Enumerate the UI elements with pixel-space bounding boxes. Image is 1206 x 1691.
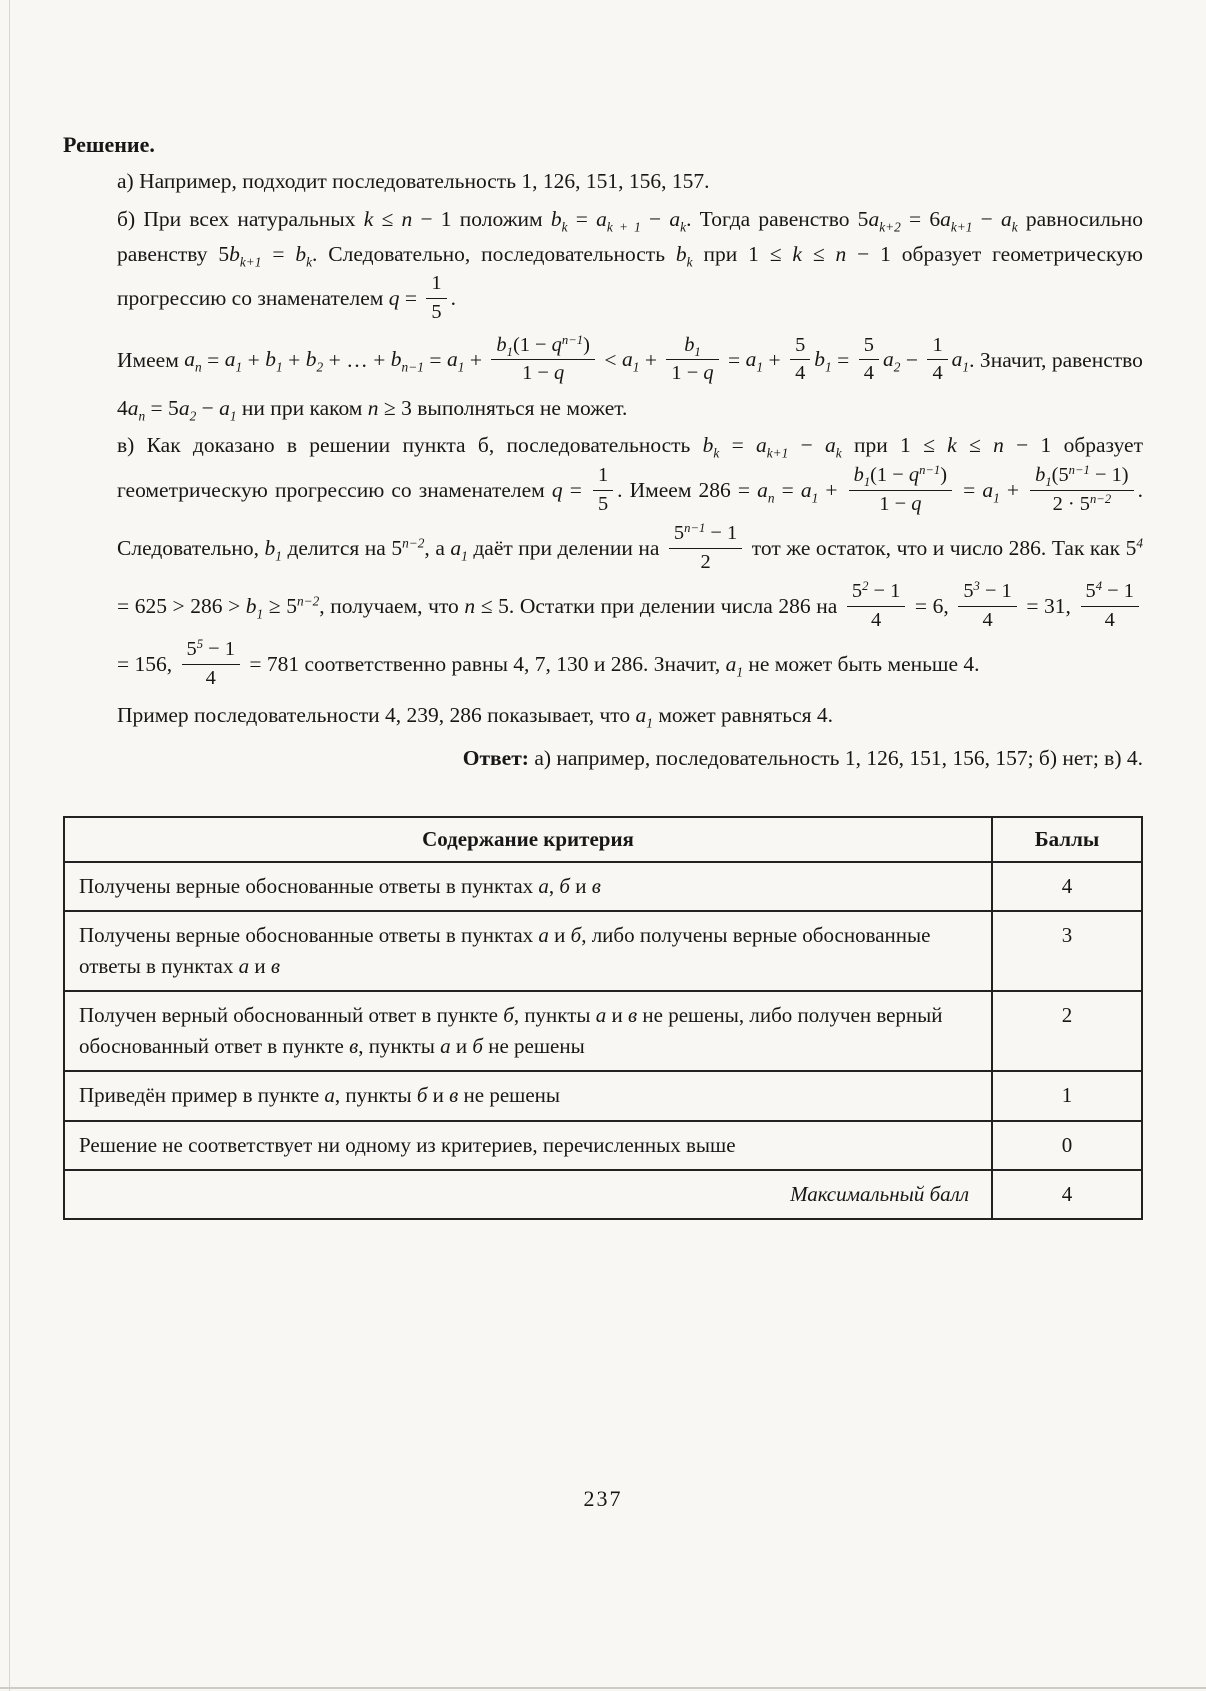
solution-section (63, 128, 1143, 1220)
criterion-text: Приведён пример в пункте а, пункты б и в не решены (64, 1071, 992, 1120)
solution-body (117, 164, 1143, 776)
criterion-text: Решение не соответствует ни одному из критериев, перечисленных выше (64, 1121, 992, 1170)
solution-part-v-example: Пример последовательности 4, 239, 286 показывает, что $a_1$ может равняться 4. (117, 703, 834, 731)
criteria-table (63, 816, 1143, 1220)
criterion-score: 0 (992, 1121, 1142, 1170)
solution-heading: Решение. (63, 132, 155, 157)
criterion-score: 3 (992, 911, 1142, 991)
answer-line: Ответ: а) например, последовательность 1, 126, 151, 156, 157; б) нет; в) 4. (462, 746, 1143, 771)
criterion-score: 4 (992, 862, 1142, 911)
solution-part-b-derivation: Имеем $a_n = a_1 + b_1 + b_2$ + … + $b_{n-1} = a_1$ + $\frac{b_1(1 - q^{n-1})}{1 - q}$ < $a_1$ + $\frac{b_1}{1 - q}$ = $a_1$ + $\frac{5}{4}$ $b_1$ = $\frac{5}{4}$ $a_2$ − $\frac{1}{4}$ $a_1$. Значит, равенство $4a_n = 5a_2 - a_1$ ни при каком n ≥ 3 выполняться не может. (117, 332, 1143, 423)
criteria-header-content: Содержание критерия (64, 817, 992, 862)
criterion-text: Получены верные обоснованные ответы в пунктах а, б и в (64, 862, 992, 911)
solution-part-b: б) При всех натуральных k ≤ n − 1 положим $b_k = a_{k + 1} - a_k$. Тогда равенство $5a_{k+2} = 6a_{k+1} - a_k$ равносильно равенству $5b_{k+1} = b_k$. Следовательно, последовательность $b_k$ при 1 ≤ k ≤ n − 1 образует геометрическую прогрессию со знаменателем q = $\frac{1}{5}$ . (117, 206, 1143, 323)
solution-part-v: в) Как доказано в решении пункта б, последовательность $b_k = a_{k+1} - a_k$ при 1 ≤ k ≤ n − 1 образует геометрическую прогрессию со знаменателем q = $\frac{1}{5}$ . Имеем $286 = a_n = a_1$ + $\frac{b_1(1 - q^{n-1})}{1 - q}$ = $a_1$ + $\frac{b_1(5^{n-1} - 1)}{2 \cdot 5^{n-2}}$ . Следовательно, $b_1$ делится на $5^{n-2}$, а $a_1$ даёт при делении на $\frac{5^{n-1} - 1}{2}$ тот же остаток, что и число 286. Так как $5^4 = 625 > 286 > b_1 \ge 5^{n-2}$, получаем, что n ≤ 5. Остатки при делении числа 286 на $\frac{5^2 - 1}{4}$ = 6, $\frac{5^3 - 1}{4}$ = 31, $\frac{5^4 - 1}{4}$ = 156, $\frac{5^5 - 1}{4}$ = 781 соответственно равны 4, 7, 130 и 286. Значит, $a_1$ не может быть меньше 4. (117, 433, 1143, 689)
criterion-text: Максимальный балл (64, 1170, 992, 1219)
criterion-score: 4 (992, 1170, 1142, 1219)
solution-part-a: а) Например, подходит последовательность 1, 126, 151, 156, 157. (117, 169, 710, 193)
criteria-header-row (64, 817, 1142, 862)
criterion-score: 2 (992, 991, 1142, 1071)
criteria-row (64, 862, 1142, 911)
criteria-header-score: Баллы (992, 817, 1142, 862)
criterion-text: Получен верный обоснованный ответ в пункте б, пункты а и в не решены, либо получен верный обоснованный ответ в пункте в, пункты а и б не решены (64, 991, 992, 1071)
page-number: 237 (583, 1486, 623, 1511)
criteria-row-max-score (64, 1170, 1142, 1219)
criterion-text: Получены верные обоснованные ответы в пунктах а и б, либо получены верные обоснованные ответы в пунктах а и в (64, 911, 992, 991)
criteria-row (64, 911, 1142, 991)
criterion-score: 1 (992, 1071, 1142, 1120)
criteria-row (64, 1071, 1142, 1120)
criteria-row (64, 1121, 1142, 1170)
criteria-row (64, 991, 1142, 1071)
